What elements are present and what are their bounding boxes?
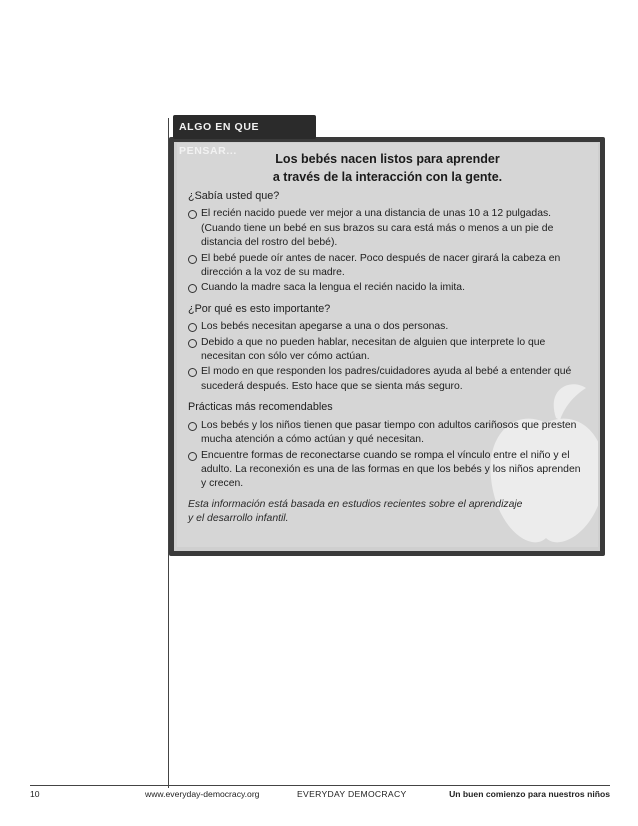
heading-line-1: Los bebés nacen listos para aprender — [275, 152, 500, 166]
section-title-importante: ¿Por qué es esto importante? — [188, 302, 331, 315]
bullet-circle-icon — [188, 323, 197, 332]
list-sabia — [188, 207, 588, 295]
bullet-circle-icon — [188, 210, 197, 219]
list-practicas — [188, 419, 588, 492]
box-tab-label: ALGO EN QUE PENSAR... — [173, 115, 316, 139]
box-heading — [177, 150, 598, 186]
list-importante — [188, 320, 588, 394]
list-item: El modo en que responden los padres/cuidadores ayuda al bebé a entender qué sucederá después. Esto hace que se sienta más seguro. — [188, 365, 588, 394]
bullet-circle-icon — [188, 284, 197, 293]
list-item: El bebé puede oír antes de nacer. Poco después de nacer girará la cabeza en dirección a la voz de su madre. — [188, 252, 588, 281]
source-note: Esta información está basada en estudios recientes sobre el aprendizaje y el desarrollo infantil. — [188, 498, 523, 525]
list-item: Debido a que no pueden hablar, necesitan de alguien que interprete lo que necesitan con sólo ver cómo actúan. — [188, 336, 588, 365]
info-box — [177, 143, 598, 547]
footer-title: Un buen comienzo para nuestros niños — [449, 789, 610, 799]
list-item: Encuentre formas de reconectarse cuando se rompa el vínculo entre el niño y el adulto. La reconexión es una de las formas en que los bebés y los niños aprenden y crecen. — [188, 449, 588, 492]
bullet-circle-icon — [188, 255, 197, 264]
bullet-circle-icon — [188, 452, 197, 461]
footer-rule — [30, 785, 610, 786]
bullet-circle-icon — [188, 368, 197, 377]
bullet-circle-icon — [188, 339, 197, 348]
footer-url[interactable]: www.everyday-democracy.org — [145, 789, 260, 799]
section-title-practicas: Prácticas más recomendables — [188, 401, 333, 414]
heading-line-2: a través de la interacción con la gente. — [272, 170, 503, 184]
section-title-sabia: ¿Sabía usted que? — [188, 190, 280, 202]
list-item: Cuando la madre saca la lengua el recién nacido la imita. — [188, 281, 588, 295]
box-content — [188, 189, 588, 527]
bullet-circle-icon — [188, 422, 197, 431]
list-item: Los bebés necesitan apegarse a una o dos personas. — [188, 320, 588, 334]
footer-org: EVERYDAY DEMOCRACY — [297, 789, 407, 799]
page-number: 10 — [30, 789, 40, 799]
list-item: Los bebés y los niños tienen que pasar tiempo con adultos cariñosos que presten mucha atención a cómo actúan y qué necesitan. — [188, 419, 588, 448]
list-item: El recién nacido puede ver mejor a una distancia de unas 10 a 12 pulgadas. (Cuando tiene un bebé en sus brazos su cara está más o menos a un pie de distancia del rostro del bebé). — [188, 207, 588, 250]
